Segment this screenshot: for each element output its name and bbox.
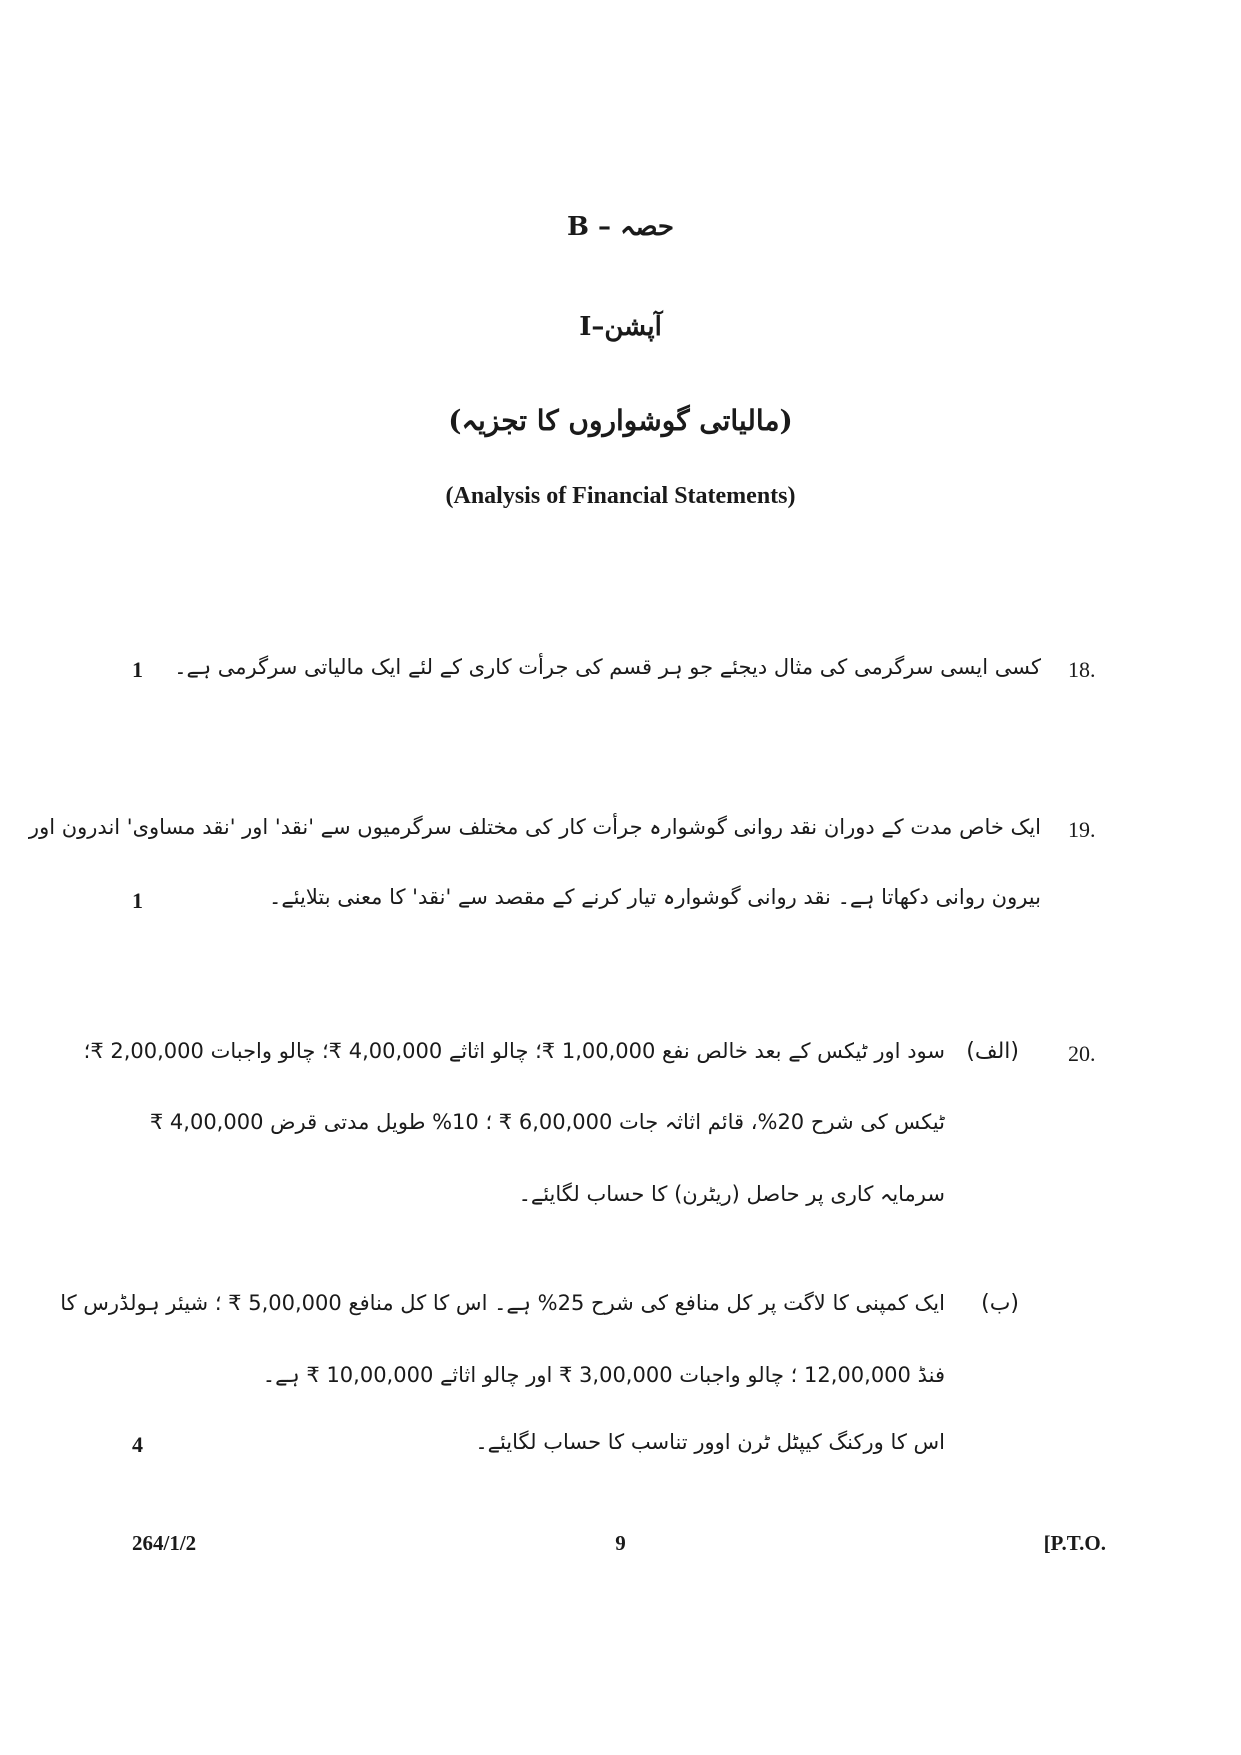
question-text-line: اس کا ورکنگ کیپٹل ٹرن اوور تناسب کا حساب لگایئے۔ — [475, 1430, 945, 1454]
question-marks: 1 — [132, 657, 143, 682]
question-text-line: کسی ایسی سرگرمی کی مثال دیجئے جو ہر قسم کی جرأت کاری کے لئے ایک مالیاتی سرگرمی ہے۔ — [174, 655, 1041, 679]
question-text-line: ٹیکس کی شرح 20%، قائم اثاثہ جات 6,00,000 ₹ ؛ 10% طویل مدتی قرض 4,00,000 ₹ — [149, 1110, 945, 1134]
section-title-urdu: (مالیاتی گوشواروں کا تجزیہ) — [448, 404, 793, 437]
question-text-line: سود اور ٹیکس کے بعد خالص نفع 1,00,000 ₹؛ چالو اثاثے 4,00,000 ₹؛ چالو واجبات 2,00,000 ₹؛ — [83, 1039, 945, 1063]
question-text-line: فنڈ 12,00,000 ؛ چالو واجبات 3,00,000 ₹ اور چالو اثاثے 10,00,000 ₹ ہے۔ — [262, 1363, 945, 1387]
question-text-line: ایک کمپنی کا لاگت پر کل منافع کی شرح 25% ہے۔ اس کا کل منافع 5,00,000 ₹ ؛ شیئر ہولڈرس کا — [60, 1291, 945, 1315]
question-text-line: سرمایہ کاری پر حاصل (ریٹرن) کا حساب لگایئے۔ — [518, 1182, 945, 1206]
page-number: 9 — [615, 1531, 626, 1555]
pto-label: [P.T.O. — [1043, 1531, 1106, 1555]
question-number: 20. — [1068, 1041, 1096, 1066]
question-number: 19. — [1068, 817, 1096, 842]
section-heading: B – حصہ — [567, 212, 674, 242]
paper-code: 264/1/2 — [132, 1531, 197, 1555]
option-heading: I–آپشن — [579, 312, 662, 342]
question-text-line: بیرون روانی دکھاتا ہے۔ نقد روانی گوشوارہ تیار کرنے کے مقصد سے 'نقد' کا معنی بتلایئے۔ — [269, 885, 1041, 909]
sub-question-label: (الف) — [966, 1039, 1019, 1064]
question-marks: 4 — [132, 1432, 143, 1457]
question-text-line: ایک خاص مدت کے دوران نقد روانی گوشوارہ جرأت کار کی مختلف سرگرمیوں سے 'نقد' اور 'نقد مساوی' اندرون اور — [28, 815, 1041, 839]
section-title-english: (Analysis of Financial Statements) — [445, 483, 796, 509]
question-number: 18. — [1068, 657, 1096, 682]
question-marks: 1 — [132, 888, 143, 913]
sub-question-label: (ب) — [981, 1291, 1019, 1316]
